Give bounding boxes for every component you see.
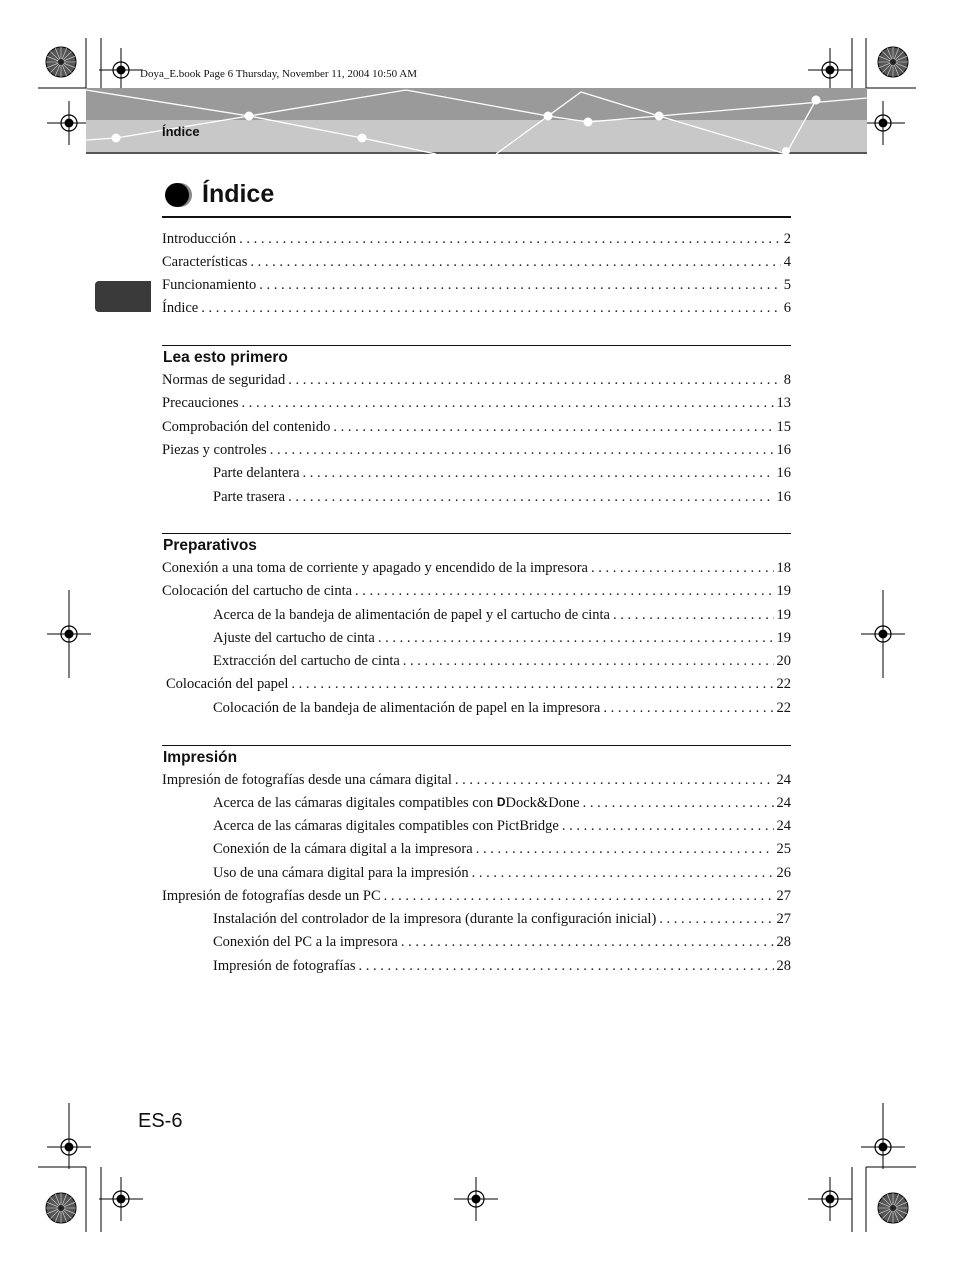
toc-subentry[interactable] — [213, 865, 791, 885]
toc-entry-page: 5 — [783, 277, 791, 293]
toc-entry-page: 27 — [776, 888, 791, 904]
toc-entry-page: 4 — [783, 254, 791, 270]
leader-dots — [591, 560, 774, 577]
toc-entry-text: Instalación del controlador de la impresora (durante la configuración inicial) — [213, 911, 657, 927]
page-number: ES-6 — [138, 1110, 183, 1132]
toc-entry-page: 16 — [776, 442, 791, 458]
toc-entry-text: Colocación de la bandeja de alimentación de papel en la impresora — [213, 700, 601, 716]
toc-entry-text: Conexión a una toma de corriente y apagado y encendido de la impresora — [162, 560, 588, 576]
leader-dots — [303, 465, 774, 482]
toc-entry-text: Conexión de la cámara digital a la impresora — [213, 841, 473, 857]
toc-entry-text: Colocación del papel — [166, 676, 289, 692]
toc-entry-page: 22 — [776, 700, 791, 716]
toc-entry-page: 28 — [776, 934, 791, 950]
leader-dots — [333, 419, 773, 436]
toc-subentry[interactable] — [213, 700, 791, 720]
toc-entry[interactable] — [162, 372, 791, 392]
toc-entry-text: Introducción — [162, 231, 237, 247]
toc-entry-text: Colocación del cartucho de cinta — [162, 583, 353, 599]
leader-dots — [270, 442, 774, 459]
toc-entry-text: Acerca de las cámaras digitales compatibles con PictBridge — [213, 818, 559, 834]
dock-and-done-logo-icon: D — [496, 795, 506, 809]
toc-entry-text: Piezas y controles — [162, 442, 267, 458]
leader-dots — [250, 254, 780, 271]
page-title-block — [162, 178, 791, 218]
toc-subentry[interactable] — [213, 653, 791, 673]
toc-entry-page: 18 — [776, 560, 791, 576]
toc-entry-text: Impresión de fotografías desde un PC — [162, 888, 381, 904]
toc-entry-text: Acerca de la bandeja de alimentación de papel y el cartucho de cinta — [213, 607, 610, 623]
toc-entry-text: Características — [162, 254, 248, 270]
toc-subentry[interactable] — [213, 465, 791, 485]
toc-entry-text: Extracción del cartucho de cinta — [213, 653, 400, 669]
corner-star-icon — [878, 47, 908, 77]
section-divider — [162, 745, 791, 746]
toc-subentry[interactable] — [213, 958, 791, 978]
chapter-tab — [95, 281, 151, 312]
section-heading: Preparativos — [163, 537, 257, 554]
header-banner — [86, 88, 867, 154]
toc-entry-page: 8 — [783, 372, 791, 388]
toc-entry-page: 24 — [776, 795, 791, 811]
leader-dots — [355, 583, 773, 600]
toc-entry[interactable] — [166, 676, 791, 696]
toc-entry[interactable] — [162, 560, 791, 580]
toc-entry[interactable] — [162, 254, 791, 274]
toc-entry-page: 15 — [776, 419, 791, 435]
section-divider — [162, 533, 791, 534]
toc-entry-text-part: Dock&Done — [505, 795, 580, 811]
leader-dots — [259, 277, 781, 294]
section-divider — [162, 345, 791, 346]
leader-dots — [384, 888, 774, 905]
toc-subentry[interactable] — [213, 630, 791, 650]
toc-entry-page: 26 — [776, 865, 791, 881]
toc-entry-page: 16 — [776, 489, 791, 505]
toc-subentry[interactable] — [213, 607, 791, 627]
leader-dots — [476, 841, 774, 858]
toc-entry-page: 22 — [776, 676, 791, 692]
toc-entry-text: Impresión de fotografías desde una cámara digital — [162, 772, 452, 788]
toc-subentry[interactable] — [213, 841, 791, 861]
corner-star-icon — [46, 1193, 76, 1223]
leader-dots — [472, 865, 774, 882]
toc-entry-text: Precauciones — [162, 395, 239, 411]
toc-entry-page: 16 — [776, 465, 791, 481]
toc-entry-page: 19 — [776, 583, 791, 599]
toc-entry-text: Ajuste del cartucho de cinta — [213, 630, 375, 646]
toc-entry-page: 24 — [776, 772, 791, 788]
toc-entry[interactable] — [162, 888, 791, 908]
registration-mark-icon — [808, 1177, 852, 1221]
toc-entry-text-part: Acerca de las cámaras digitales compatibles con — [213, 795, 494, 811]
toc-entry-page: 20 — [776, 653, 791, 669]
toc-entry-text — [213, 795, 580, 812]
leader-dots — [288, 489, 773, 506]
registration-mark-icon — [861, 101, 905, 145]
leader-dots — [613, 607, 774, 624]
toc-entry[interactable] — [162, 395, 791, 415]
leader-dots — [239, 231, 781, 248]
toc-subentry[interactable] — [213, 934, 791, 954]
toc-subentry[interactable] — [213, 818, 791, 838]
leader-dots — [378, 630, 774, 647]
leader-dots — [659, 911, 773, 928]
toc-entry-text: Índice — [162, 300, 199, 316]
registration-mark-icon — [47, 1125, 91, 1169]
print-slug: Doya_E.book Page 6 Thursday, November 11, 2004 10:50 AM — [140, 68, 418, 80]
toc-entry-page: 19 — [776, 630, 791, 646]
toc-entry-text: Parte trasera — [213, 489, 286, 505]
registration-mark-icon — [99, 1177, 143, 1221]
toc-entry-text: Normas de seguridad — [162, 372, 286, 388]
leader-dots — [201, 300, 781, 317]
registration-mark-icon — [47, 101, 91, 145]
corner-star-icon — [878, 1193, 908, 1223]
toc-subentry[interactable] — [213, 911, 791, 931]
leader-dots — [562, 818, 774, 835]
page-title: Índice — [202, 180, 275, 208]
toc-entry-page: 27 — [776, 911, 791, 927]
toc-entry[interactable] — [162, 300, 791, 320]
toc-entry-page: 19 — [776, 607, 791, 623]
leader-dots — [455, 772, 774, 789]
leader-dots — [242, 395, 774, 412]
toc-entry[interactable] — [162, 419, 791, 439]
toc-entry-page: 28 — [776, 958, 791, 974]
toc-entry[interactable] — [162, 442, 791, 462]
toc-entry[interactable] — [162, 277, 791, 297]
title-bullet-icon — [164, 181, 192, 209]
toc-entry[interactable] — [162, 231, 791, 251]
toc-entry[interactable] — [162, 583, 791, 603]
toc-entry-page: 13 — [776, 395, 791, 411]
toc-entry-text: Impresión de fotografías — [213, 958, 356, 974]
registration-mark-icon — [861, 1125, 905, 1169]
leader-dots — [359, 958, 774, 975]
corner-star-icon — [46, 47, 76, 77]
leader-dots — [401, 934, 774, 951]
leader-dots — [583, 795, 774, 812]
toc-entry-page: 2 — [783, 231, 791, 247]
toc-entry[interactable] — [162, 772, 791, 792]
section-label: Índice — [162, 124, 200, 139]
toc-entry-text: Comprobación del contenido — [162, 419, 331, 435]
toc-entry-text: Funcionamiento — [162, 277, 257, 293]
toc-subentry[interactable] — [213, 795, 791, 815]
registration-mark-icon — [99, 48, 143, 92]
toc-entry-page: 6 — [783, 300, 791, 316]
section-heading: Impresión — [163, 749, 238, 766]
registration-mark-icon — [808, 48, 852, 92]
leader-dots — [288, 372, 781, 389]
leader-dots — [603, 700, 773, 717]
section-heading: Lea esto primero — [163, 349, 288, 366]
toc-entry-page: 24 — [776, 818, 791, 834]
leader-dots — [403, 653, 774, 670]
toc-entry-page: 25 — [776, 841, 791, 857]
toc-subentry[interactable] — [213, 489, 791, 509]
toc-entry-text: Conexión del PC a la impresora — [213, 934, 398, 950]
leader-dots — [291, 676, 773, 693]
toc-entry-text: Uso de una cámara digital para la impresión — [213, 865, 469, 881]
toc-entry-text: Parte delantera — [213, 465, 300, 481]
